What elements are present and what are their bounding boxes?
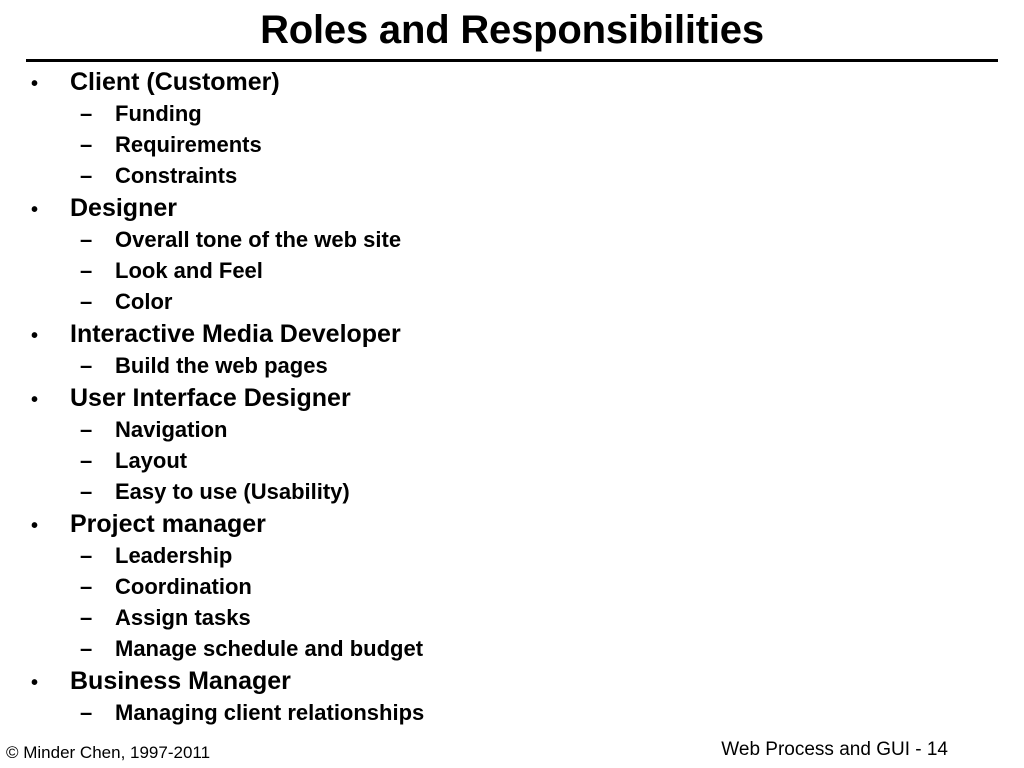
dash-marker: – bbox=[80, 101, 93, 126]
sub-bullet-text: Funding bbox=[115, 101, 202, 126]
sub-bullet-item bbox=[28, 99, 988, 130]
sub-bullet-item bbox=[28, 287, 988, 318]
title-divider bbox=[26, 59, 998, 62]
dash-marker: – bbox=[80, 574, 93, 599]
sub-bullet-item bbox=[28, 541, 988, 572]
bullet-item bbox=[28, 665, 988, 698]
sub-bullet-text: Color bbox=[115, 289, 173, 314]
sub-bullet-item bbox=[28, 572, 988, 603]
bullet-marker: • bbox=[31, 73, 39, 95]
sub-bullet-item bbox=[28, 351, 988, 382]
sub-bullet-text: Managing client relationships bbox=[115, 700, 425, 725]
sub-bullet-item bbox=[28, 698, 988, 729]
sub-bullet-text: Manage schedule and budget bbox=[115, 636, 424, 661]
dash-marker: – bbox=[80, 605, 93, 630]
footer-page-label: Web Process and GUI - 14 bbox=[721, 739, 948, 760]
bullet-text: Interactive Media Developer bbox=[70, 320, 401, 348]
sub-bullet-text: Constraints bbox=[115, 163, 238, 188]
bullet-item bbox=[28, 382, 988, 415]
sub-bullet-item bbox=[28, 130, 988, 161]
dash-marker: – bbox=[80, 448, 93, 473]
bullet-list bbox=[28, 66, 988, 729]
sub-bullet-item bbox=[28, 225, 988, 256]
bullet-text: Client (Customer) bbox=[70, 68, 280, 96]
bullet-text: Business Manager bbox=[70, 667, 291, 695]
bullet-text: Project manager bbox=[70, 510, 266, 538]
sub-bullet-text: Navigation bbox=[115, 417, 228, 442]
dash-marker: – bbox=[80, 163, 93, 188]
bullet-text: User Interface Designer bbox=[70, 384, 351, 412]
dash-marker: – bbox=[80, 636, 93, 661]
sub-bullet-text: Coordination bbox=[115, 574, 252, 599]
sub-bullet-item bbox=[28, 603, 988, 634]
bullet-item bbox=[28, 192, 988, 225]
sub-bullet-text: Build the web pages bbox=[115, 353, 328, 378]
bullet-marker: • bbox=[31, 325, 39, 347]
sub-bullet-item bbox=[28, 446, 988, 477]
sub-bullet-text: Requirements bbox=[115, 132, 262, 157]
bullet-marker: • bbox=[31, 672, 39, 694]
sub-bullet-item bbox=[28, 634, 988, 665]
sub-bullet-text: Leadership bbox=[115, 543, 233, 568]
sub-bullet-text: Layout bbox=[115, 448, 188, 473]
bullet-marker: • bbox=[31, 199, 39, 221]
sub-bullet-item bbox=[28, 477, 988, 508]
bullet-item bbox=[28, 318, 988, 351]
sub-bullet-text: Easy to use (Usability) bbox=[115, 479, 350, 504]
dash-marker: – bbox=[80, 258, 93, 283]
dash-marker: – bbox=[80, 289, 93, 314]
sub-bullet-text: Look and Feel bbox=[115, 258, 263, 283]
sub-bullet-text: Overall tone of the web site bbox=[115, 227, 402, 252]
sub-bullet-text: Assign tasks bbox=[115, 605, 251, 630]
dash-marker: – bbox=[80, 543, 93, 568]
sub-bullet-item bbox=[28, 415, 988, 446]
dash-marker: – bbox=[80, 417, 93, 442]
footer-copyright: © Minder Chen, 1997-2011 bbox=[6, 743, 211, 762]
bullet-marker: • bbox=[31, 515, 39, 537]
bullet-item bbox=[28, 508, 988, 541]
sub-bullet-item bbox=[28, 161, 988, 192]
bullet-text: Designer bbox=[70, 194, 177, 222]
bullet-marker: • bbox=[31, 389, 39, 411]
dash-marker: – bbox=[80, 700, 93, 725]
dash-marker: – bbox=[80, 227, 93, 252]
dash-marker: – bbox=[80, 353, 93, 378]
bullet-item bbox=[28, 66, 988, 99]
sub-bullet-item bbox=[28, 256, 988, 287]
slide-title: Roles and Responsibilities bbox=[260, 8, 764, 52]
dash-marker: – bbox=[80, 479, 93, 504]
dash-marker: – bbox=[80, 132, 93, 157]
